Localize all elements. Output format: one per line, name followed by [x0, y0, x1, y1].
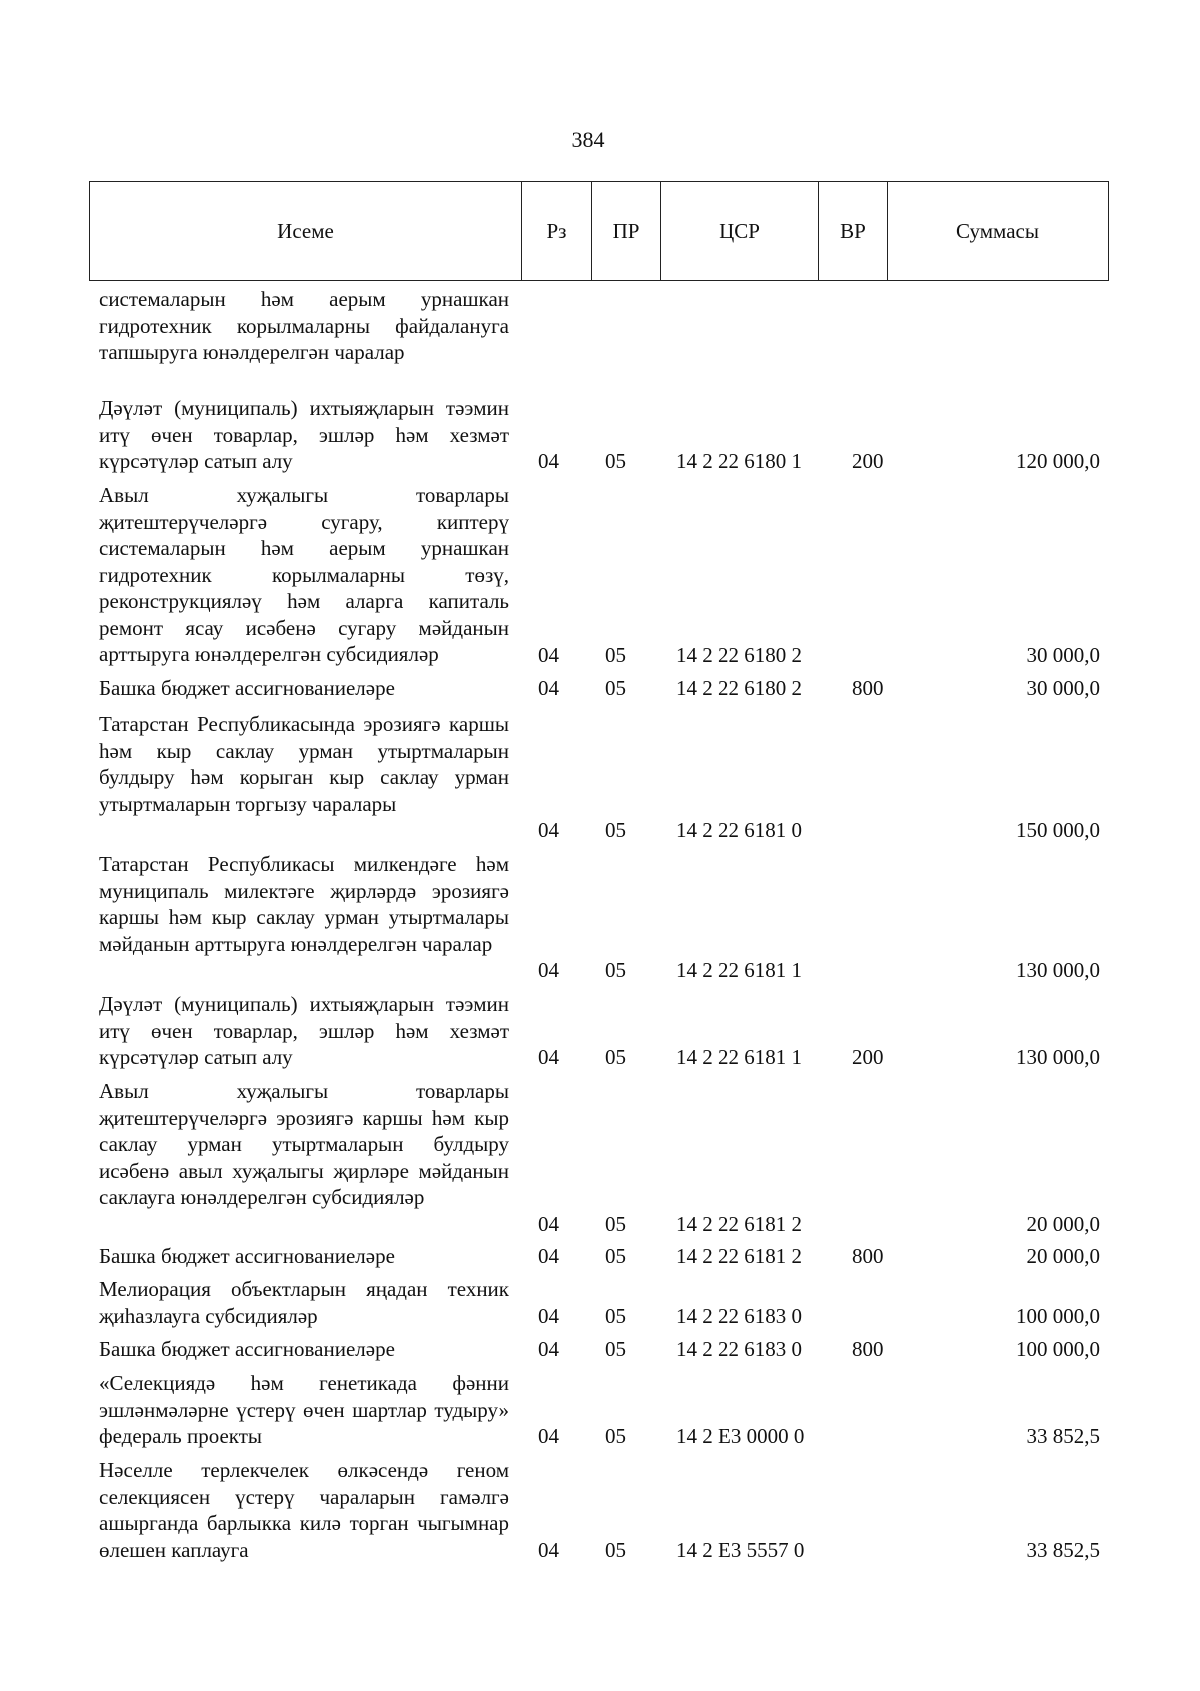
- row-vr: 200: [852, 1045, 884, 1069]
- row-csr: 14 2 E3 0000 0: [676, 1424, 805, 1448]
- row-rz: 04: [538, 1337, 559, 1361]
- row-rz: 04: [538, 676, 559, 700]
- row-sum: 150 000,0: [1016, 818, 1100, 842]
- row-name: Дәүләт (муниципаль) ихтыяҗларын тәэмин итү өчен товарлар, эшләр һәм хезмәт күрсәтүләр сатып алу: [99, 992, 509, 1069]
- row-sum: 20 000,0: [1026, 1244, 1100, 1268]
- row-csr: 14 2 22 6181 1: [676, 1045, 802, 1069]
- row-pr: 05: [605, 1337, 626, 1361]
- row-pr: 05: [605, 1538, 626, 1562]
- row-name: системаларын һәм аерым урнашкан гидротехник корылмаларны файдалануга тапшыруга юнәлдерелгән чаралар: [99, 287, 509, 364]
- row-sum: 30 000,0: [1026, 676, 1100, 700]
- row-pr: 05: [605, 1244, 626, 1268]
- row-sum: 33 852,5: [1026, 1538, 1100, 1562]
- row-pr: 05: [605, 1212, 626, 1236]
- row-sum: 130 000,0: [1016, 1045, 1100, 1069]
- row-name: Авыл хуҗалыгы товарлары җитештерүчеләргә эрозиягә каршы һәм кыр саклау урман утыртмаларын булдыру исәбенә авыл хуҗалыгы җирләре мәйданын саклауга юнәлдерелгән субсидияләр: [99, 1079, 509, 1209]
- row-pr: 05: [605, 1304, 626, 1328]
- row-pr: 05: [605, 818, 626, 842]
- row-rz: 04: [538, 1244, 559, 1268]
- row-sum: 100 000,0: [1016, 1304, 1100, 1328]
- row-rz: 04: [538, 1304, 559, 1328]
- row-name: Башка бюджет ассигнованиеләре: [99, 1337, 395, 1361]
- row-csr: 14 2 22 6180 1: [676, 449, 802, 473]
- row-pr: 05: [605, 1045, 626, 1069]
- row-name: Дәүләт (муниципаль) ихтыяҗларын тәэмин итү өчен товарлар, эшләр һәм хезмәт күрсәтүләр сатып алу: [99, 396, 509, 473]
- header-csr: ЦСР: [660, 182, 818, 280]
- row-pr: 05: [605, 676, 626, 700]
- row-name: Мелиорация объектларын яңадан техник җиһазлауга субсидияләр: [99, 1277, 509, 1328]
- row-csr: 14 2 22 6183 0: [676, 1337, 802, 1361]
- row-csr: 14 2 22 6180 2: [676, 643, 802, 667]
- row-name: Авыл хуҗалыгы товарлары җитештерүчеләргә сугару, киптерү системаларын һәм аерым урнашкан гидротехник корылмаларны төзү, реконструкцияләү һәм аларга капиталь ремонт ясау исәбенә сугару мәйданын арттыруга юнәлдерелгән субсидияләр: [99, 483, 509, 666]
- row-csr: 14 2 22 6181 1: [676, 958, 802, 982]
- header-vr: ВР: [818, 182, 887, 280]
- row-vr: 800: [852, 1244, 884, 1268]
- row-rz: 04: [538, 818, 559, 842]
- row-sum: 20 000,0: [1026, 1212, 1100, 1236]
- row-csr: 14 2 22 6181 0: [676, 818, 802, 842]
- row-rz: 04: [538, 1538, 559, 1562]
- row-sum: 33 852,5: [1026, 1424, 1100, 1448]
- row-rz: 04: [538, 449, 559, 473]
- table-header: [89, 181, 1109, 281]
- row-rz: 04: [538, 1212, 559, 1236]
- row-name: Татарстан Республикасы милкендәге һәм муниципаль милектәге җирләрдә эрозиягә каршы һәм кыр саклау урман утыртмалары мәйданын арттыруга юнәлдерелгән чаралар: [99, 852, 509, 956]
- header-sum: Суммасы: [887, 182, 1107, 280]
- row-csr: 14 2 22 6181 2: [676, 1212, 802, 1236]
- row-csr: 14 2 22 6183 0: [676, 1304, 802, 1328]
- row-vr: 200: [852, 449, 884, 473]
- header-rz: Рз: [521, 182, 591, 280]
- header-pr: ПР: [591, 182, 660, 280]
- row-sum: 120 000,0: [1016, 449, 1100, 473]
- page-number: 384: [571, 127, 605, 152]
- row-name: Башка бюджет ассигнованиеләре: [99, 1244, 395, 1268]
- row-sum: 100 000,0: [1016, 1337, 1100, 1361]
- row-rz: 04: [538, 1424, 559, 1448]
- row-rz: 04: [538, 1045, 559, 1069]
- row-pr: 05: [605, 958, 626, 982]
- row-name: Нәселле терлекчелек өлкәсендә геном селекциясен үстерү чараларын гамәлгә ашырганда барлыкка килә торган чыгымнар өлешен каплауга: [99, 1458, 509, 1562]
- row-pr: 05: [605, 1424, 626, 1448]
- row-vr: 800: [852, 676, 884, 700]
- row-rz: 04: [538, 958, 559, 982]
- row-csr: 14 2 E3 5557 0: [676, 1538, 805, 1562]
- header-name: Исеме: [277, 218, 334, 243]
- row-pr: 05: [605, 449, 626, 473]
- row-csr: 14 2 22 6181 2: [676, 1244, 802, 1268]
- row-rz: 04: [538, 643, 559, 667]
- row-name: Татарстан Республикасында эрозиягә каршы һәм кыр саклау урман утыртмаларын булдыру һәм корыган кыр саклау урман утыртмаларын торгызу чаралары: [99, 712, 509, 816]
- row-vr: 800: [852, 1337, 884, 1361]
- row-sum: 130 000,0: [1016, 958, 1100, 982]
- row-pr: 05: [605, 643, 626, 667]
- row-sum: 30 000,0: [1026, 643, 1100, 667]
- row-name: «Селекциядә һәм генетикада фәнни эшләнмәләрне үстерү өчен шартлар тудыру» федераль проекты: [99, 1371, 509, 1448]
- row-csr: 14 2 22 6180 2: [676, 676, 802, 700]
- row-name: Башка бюджет ассигнованиеләре: [99, 676, 395, 700]
